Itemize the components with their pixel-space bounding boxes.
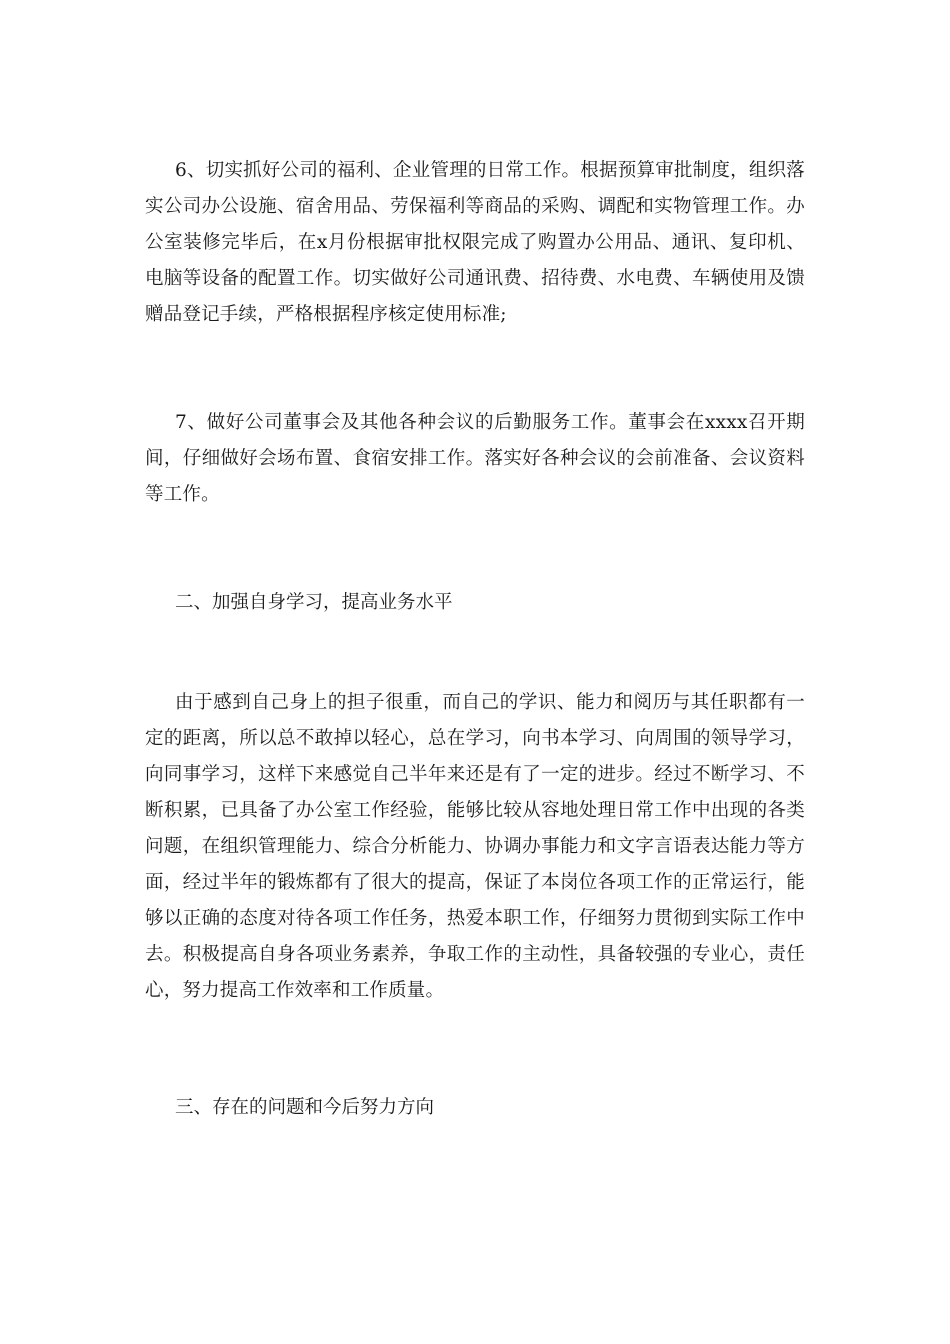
paragraph-item-7: 7、做好公司董事会及其他各种会议的后勤服务工作。董事会在xxxx召开期间，仔细做好会场布置、食宿安排工作。落实好各种会议的会前准备、会议资料等工作。 bbox=[145, 412, 805, 505]
section-heading-3: 三、存在的问题和今后努力方向 bbox=[175, 1097, 435, 1118]
paragraph-self-study: 由于感到自己身上的担子很重，而自己的学识、能力和阅历与其任职都有一定的距离，所以总不敢掉以轻心，总在学习，向书本学习、向周围的领导学习，向同事学习，这样下来感觉自己半年来还是有了一定的进步。经过不断学习、不断积累，已具备了办公室工作经验，能够比较从容地处理日常工作中出现的各类问题，在组织管理能力、综合分析能力、协调办事能力和文字言语表达能力等方面，经过半年的锻炼都有了很大的提高，保证了本岗位各项工作的正常运行，能够以正确的态度对待各项工作任务，热爱本职工作，仔细努力贯彻到实际工作中去。积极提高自身各项业务素养，争取工作的主动性，具备较强的专业心，责任心，努力提高工作效率和工作质量。 bbox=[145, 692, 805, 1001]
section-heading-2: 二、加强自身学习，提高业务水平 bbox=[175, 592, 453, 613]
paragraph-item-6: 6、切实抓好公司的福利、企业管理的日常工作。根据预算审批制度，组织落实公司办公设施、宿舍用品、劳保福利等商品的采购、调配和实物管理工作。办公室装修完毕后，在x月份根据审批权限完成了购置办公用品、通讯、复印机、电脑等设备的配置工作。切实做好公司通讯费、招待费、水电费、车辆使用及馈赠品登记手续，严格根据程序核定使用标准; bbox=[145, 160, 805, 325]
